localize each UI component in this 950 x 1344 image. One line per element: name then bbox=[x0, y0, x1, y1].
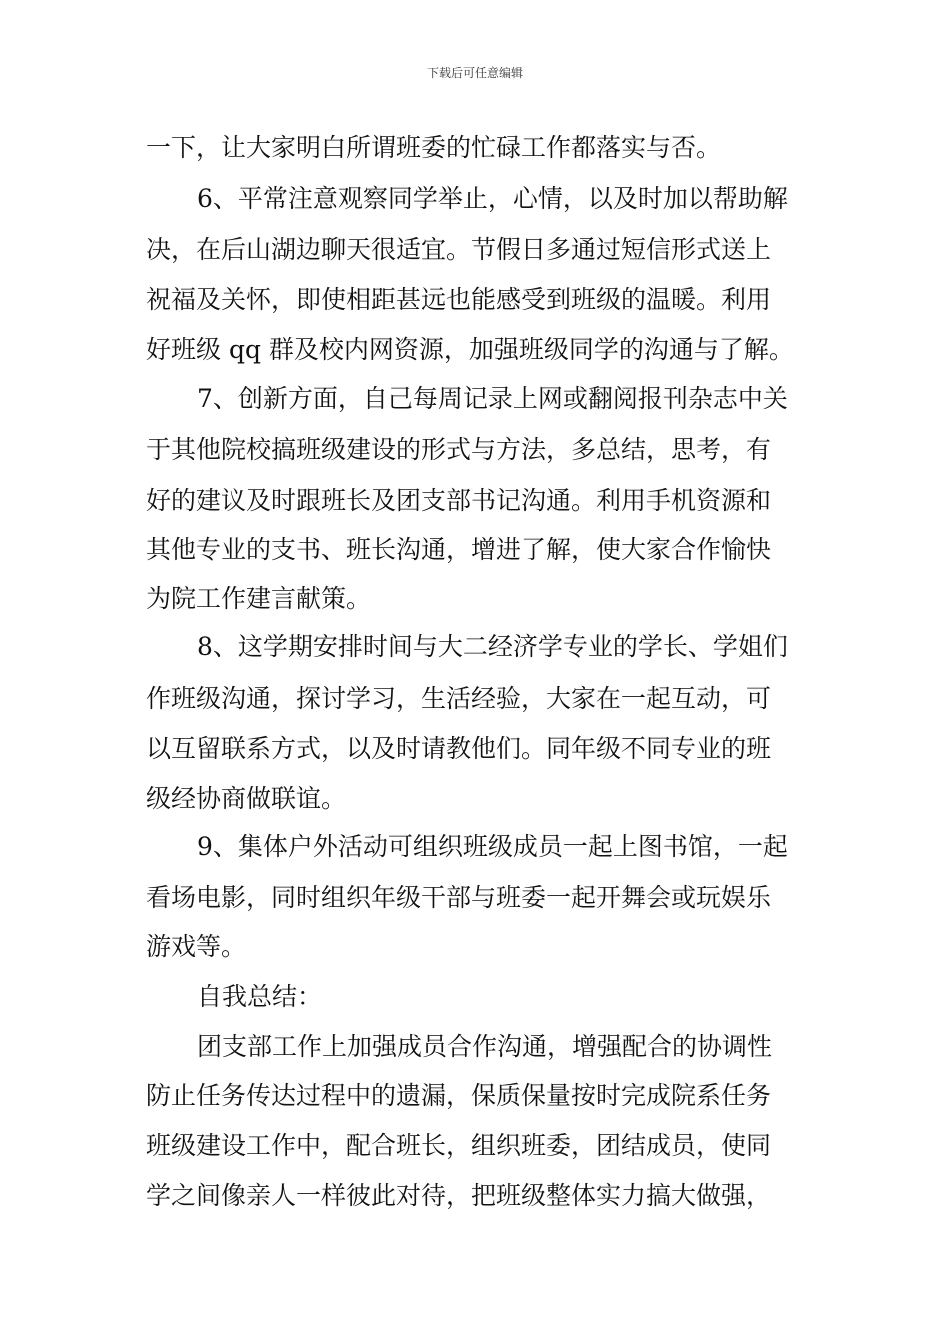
paragraph-9-start: 9、集体户外活动可组织班级成员一起上图书馆，一起 bbox=[197, 832, 788, 861]
text-line: 为院工作建言献策。 bbox=[146, 584, 372, 613]
page-header: 下载后可任意编辑 bbox=[426, 66, 523, 80]
text-line: 决，在后山湖边聊天很适宜。节假日多通过短信形式送上 bbox=[146, 235, 772, 264]
text-line: 一下，让大家明白所谓班委的忙碌工作都落实与否。 bbox=[146, 133, 722, 162]
section-heading: 自我总结： bbox=[197, 982, 323, 1011]
text-line: 好班级 qq 群及校内网资源，加强班级同学的沟通与了解。 bbox=[146, 335, 794, 364]
text-line: 学之间像亲人一样彼此对待，把班级整体实力搞大做强， bbox=[146, 1181, 772, 1210]
paragraph-summary-start: 团支部工作上加强成员合作沟通，增强配合的协调性 bbox=[197, 1032, 773, 1061]
text-line: 游戏等。 bbox=[146, 932, 247, 961]
paragraph-7-start: 7、创新方面，自己每周记录上网或翻阅报刊杂志中关 bbox=[197, 384, 788, 413]
text-line: 看场电影，同时组织年级干部与班委一起开舞会或玩娱乐 bbox=[146, 883, 772, 912]
text-line: 防止任务传达过程中的遗漏，保质保量按时完成院系任务 bbox=[146, 1081, 772, 1110]
paragraph-8-start: 8、这学期安排时间与大二经济学专业的学长、学姐们 bbox=[197, 632, 788, 661]
text-line: 于其他院校搞班级建设的形式与方法，多总结，思考，有 bbox=[146, 435, 772, 464]
text-line: 好的建议及时跟班长及团支部书记沟通。利用手机资源和 bbox=[146, 486, 772, 515]
text-line: 其他专业的支书、班长沟通，增进了解，使大家合作愉快 bbox=[146, 535, 772, 564]
text-line: 以互留联系方式，以及时请教他们。同年级不同专业的班 bbox=[146, 734, 772, 763]
text-line: 班级建设工作中，配合班长，组织班委，团结成员，使同 bbox=[146, 1131, 772, 1160]
text-line: 祝福及关怀，即使相距甚远也能感受到班级的温暖。利用 bbox=[146, 285, 772, 314]
paragraph-6-start: 6、平常注意观察同学举止，心情，以及时加以帮助解 bbox=[197, 184, 788, 213]
text-line: 级经协商做联谊。 bbox=[146, 784, 347, 813]
text-line: 作班级沟通，探讨学习，生活经验，大家在一起互动，可 bbox=[146, 684, 772, 713]
